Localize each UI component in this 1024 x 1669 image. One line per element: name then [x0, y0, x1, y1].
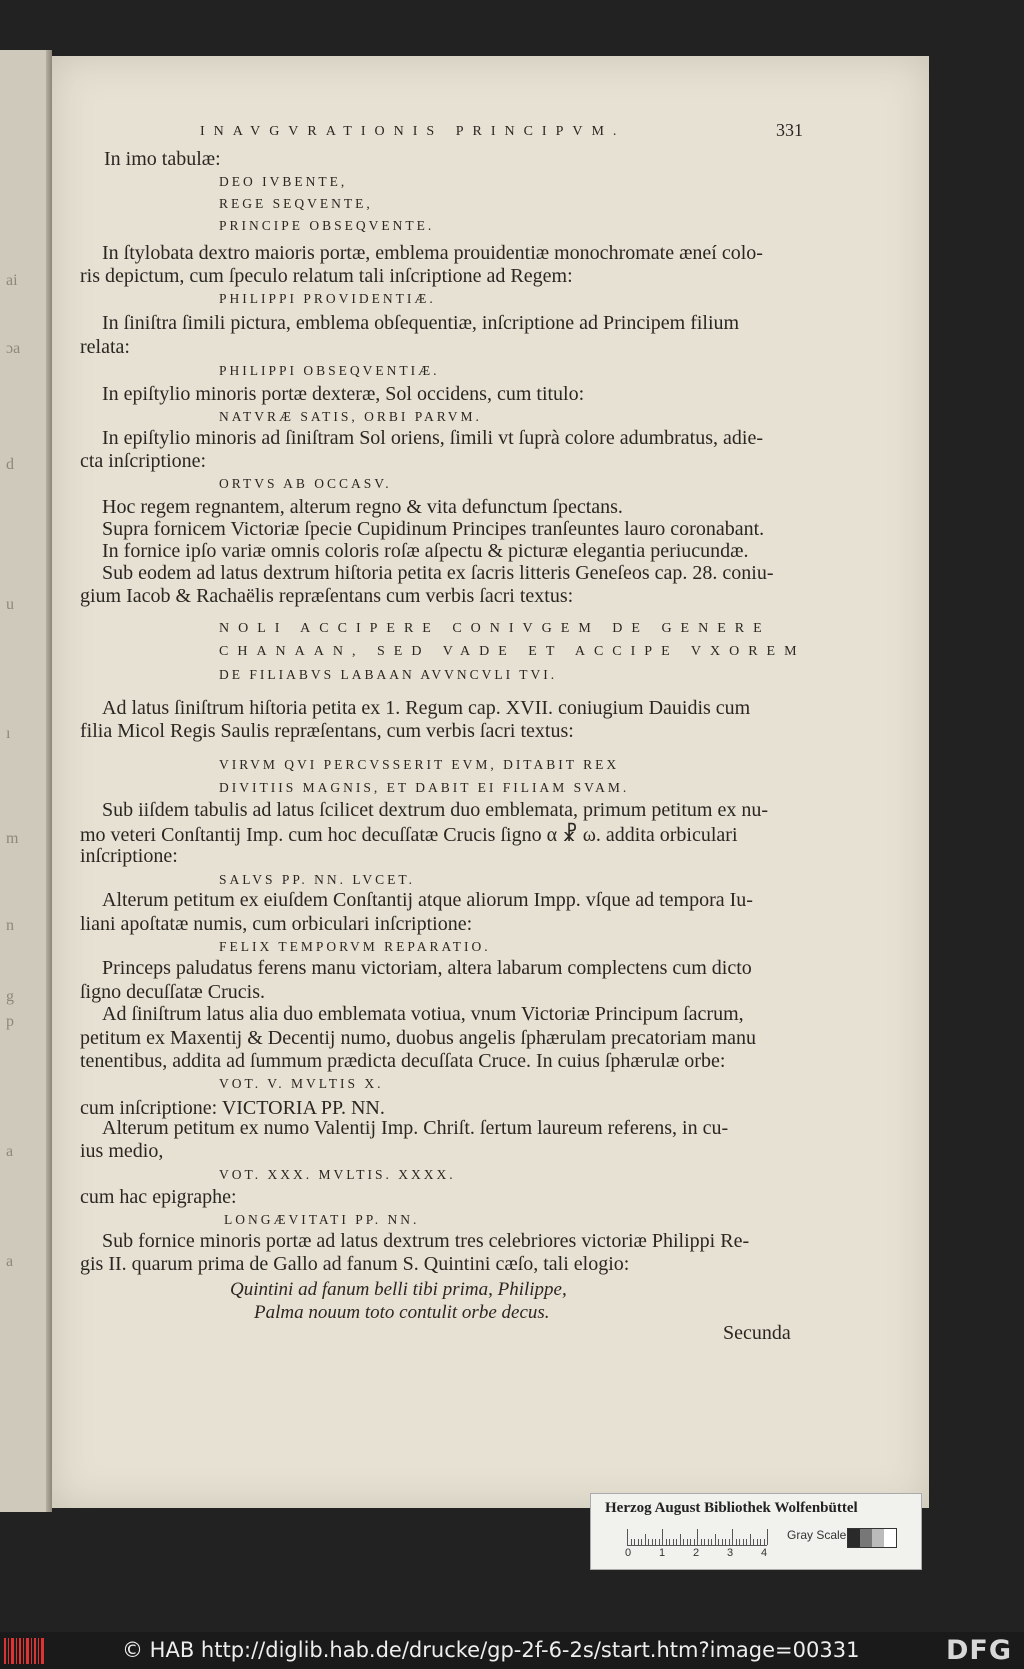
- ruler-tick: [729, 1539, 730, 1545]
- text-line: PRINCIPE OBSEQVENTE.: [219, 218, 435, 233]
- text-line: liani apoſtatæ numis, cum orbiculari inſcriptione:: [80, 913, 473, 935]
- ruler-tick: [757, 1539, 758, 1545]
- ruler-tick: [634, 1539, 635, 1545]
- text-line: cum inſcriptione: VICTORIA PP. NN.: [80, 1097, 385, 1119]
- ruler-tick: [662, 1529, 663, 1545]
- ruler-tick: [743, 1539, 744, 1545]
- text-line: gium Iacob & Rachaëlis repræſentans cum verbis ſacri textus:: [80, 585, 574, 607]
- page-number: 331: [776, 120, 803, 140]
- ruler-tick: [659, 1539, 660, 1545]
- text-line: Palma nouum toto contulit orbe decus.: [254, 1302, 550, 1323]
- ruler-tick: [652, 1539, 653, 1545]
- text-line: inſcriptione:: [80, 845, 178, 867]
- ruler-tick: [669, 1539, 670, 1545]
- text-line: cum hac epigraphe:: [80, 1186, 237, 1208]
- text-line: NATVRÆ SATIS, ORBI PARVM.: [219, 409, 482, 424]
- dfg-logo: DFG: [945, 1635, 1012, 1666]
- text-line: In ſtylobata dextro maioris portæ, emblema prouidentiæ monochromate æneí colo-: [102, 242, 763, 264]
- ruler-tick: [715, 1534, 716, 1545]
- text-line: VOT. XXX. MVLTIS. XXXX.: [219, 1167, 456, 1182]
- ruler-tick: [767, 1529, 768, 1545]
- text-line: VIRVM QVI PERCVSSERIT EVM, DITABIT REX: [219, 757, 620, 772]
- ruler-tick: [704, 1539, 705, 1545]
- text-line: Sub eodem ad latus dextrum hiſtoria petita ex ſacris litteris Geneſeos cap. 28. coniu-: [102, 562, 774, 584]
- text-line: Hoc regem regnantem, alterum regno & vita defunctum ſpectans.: [102, 496, 623, 518]
- text-line: cta inſcriptione:: [80, 450, 207, 472]
- ruler-tick: [648, 1539, 649, 1545]
- text-line: Alterum petitum ex numo Valentij Imp. Chriſt. ſertum laureum referens, in cu-: [102, 1117, 729, 1139]
- text-line: gis II. quarum prima de Gallo ad fanum S. Quintini cæſo, tali elogio:: [80, 1253, 630, 1275]
- text-line: SALVS PP. NN. LVCET.: [219, 872, 416, 887]
- text-line: DE FILIABVS LABAAN AVVNCVLI TVI.: [219, 667, 558, 682]
- text-line: FELIX TEMPORVM REPARATIO.: [219, 939, 491, 954]
- text-line: ſigno decuſſatæ Crucis.: [80, 981, 265, 1003]
- barcode-icon: [4, 1638, 46, 1664]
- text-line: tenentibus, addita ad ſummum prædicta decuſſata Cruce. In cuius ſphærulæ orbe:: [80, 1050, 726, 1072]
- ruler-tick: [753, 1539, 754, 1545]
- text-line: ius medio,: [80, 1140, 164, 1162]
- scale-number: 0: [625, 1547, 632, 1559]
- text-line: Supra fornicem Victoriæ ſpecie Cupidinum Principes tranſeuntes lauro coronabant.: [102, 518, 765, 540]
- text-line: In fornice ipſo variæ omnis coloris roſæ aſpectu & picturæ elegantia periucundæ.: [102, 540, 749, 562]
- ruler-tick: [666, 1539, 667, 1545]
- text-line: Sub fornice minoris portæ ad latus dextrum tres celebriores victoriæ Philippi Re-: [102, 1230, 750, 1252]
- ruler-tick: [676, 1539, 677, 1545]
- ruler-tick: [645, 1534, 646, 1545]
- ruler-tick: [746, 1539, 747, 1545]
- ruler-tick: [641, 1539, 642, 1545]
- text-line: VOT. V. MVLTIS X.: [219, 1076, 384, 1091]
- scale-ruler: [627, 1527, 767, 1546]
- text-line: Alterum petitum ex eiuſdem Conſtantij atque aliorum Impp. vſque ad tempora Iu-: [102, 889, 753, 911]
- gray-scale-label: Gray Scale: [787, 1528, 847, 1542]
- ruler-tick: [655, 1539, 656, 1545]
- text-line: DEO IVBENTE,: [219, 174, 348, 189]
- running-title: INAVGVRATIONIS PRINCIPVM.: [200, 124, 626, 139]
- ruler-tick: [718, 1539, 719, 1545]
- text-line: filia Micol Regis Saulis repræſentans, cum verbis ſacri textus:: [80, 720, 574, 742]
- ruler-tick: [750, 1534, 751, 1545]
- text-line: ris depictum, cum ſpeculo relatum tali inſcriptione ad Regem:: [80, 265, 573, 287]
- text-line: PHILIPPI OBSEQVENTIÆ.: [219, 363, 440, 378]
- library-title: Herzog August Bibliothek Wolfenbüttel: [605, 1500, 858, 1516]
- text-line: NOLI ACCIPERE CONIVGEM DE GENERE: [219, 621, 771, 636]
- ruler-tick: [638, 1539, 639, 1545]
- text-line: relata:: [80, 336, 130, 358]
- scale-number: 4: [761, 1547, 768, 1559]
- ruler-tick: [708, 1539, 709, 1545]
- ruler-tick: [687, 1539, 688, 1545]
- ruler-tick: [673, 1539, 674, 1545]
- scale-number: 1: [659, 1547, 666, 1559]
- text-line: In imo tabulæ:: [104, 148, 221, 170]
- text-line: DIVITIIS MAGNIS, ET DABIT EI FILIAM SVAM.: [219, 780, 630, 795]
- facing-page-edge: [0, 50, 52, 1512]
- ruler-tick: [701, 1539, 702, 1545]
- ruler-tick: [764, 1539, 765, 1545]
- ruler-tick: [683, 1539, 684, 1545]
- gray-scale-swatch: [847, 1528, 897, 1548]
- ruler-tick: [722, 1539, 723, 1545]
- text-line: petitum ex Maxentij & Decentij numo, duobus angelis ſphærulam precatoriam manu: [80, 1027, 756, 1049]
- ruler-tick: [694, 1539, 695, 1545]
- text-line: LONGÆVITATI PP. NN.: [224, 1212, 420, 1227]
- footer-bar: [0, 1632, 1024, 1669]
- ruler-tick: [690, 1539, 691, 1545]
- text-line: In epiſtylio minoris ad ſiniſtram Sol oriens, ſimili vt ſuprà colore adumbratus, adie-: [102, 427, 763, 449]
- ruler-tick: [627, 1529, 628, 1545]
- text-line: ORTVS AB OCCASV.: [219, 476, 392, 491]
- text-line: Ad latus ſiniſtrum hiſtoria petita ex 1. Regum cap. XVII. coniugium Dauidis cum: [102, 697, 751, 719]
- text-line: Ad ſiniſtrum latus alia duo emblemata votiua, vnum Victoriæ Principum ſacrum,: [102, 1003, 744, 1025]
- text-line: Sub iiſdem tabulis ad latus ſcilicet dextrum duo emblemata, primum petitum ex nu-: [102, 799, 768, 821]
- scale-number: 3: [727, 1547, 734, 1559]
- scale-number: 2: [693, 1547, 700, 1559]
- ruler-tick: [631, 1539, 632, 1545]
- ruler-tick: [725, 1539, 726, 1545]
- text-line: mo veteri Conſtantij Imp. cum hoc decuſſatæ Crucis ſigno α ☧ ω. addita orbiculari: [80, 824, 738, 846]
- ruler-tick: [697, 1529, 698, 1545]
- text-line: CHANAAN, SED VADE ET ACCIPE VXOREM: [219, 644, 806, 659]
- ruler-tick: [732, 1529, 733, 1545]
- ruler-tick: [680, 1534, 681, 1545]
- text-line: In ſiniſtra ſimili pictura, emblema obſequentiæ, inſcriptione ad Principem filium: [102, 312, 740, 334]
- text-line: PHILIPPI PROVIDENTIÆ.: [219, 291, 436, 306]
- library-label: [590, 1493, 922, 1570]
- ruler-tick: [760, 1539, 761, 1545]
- ruler-tick: [711, 1539, 712, 1545]
- text-line: Princeps paludatus ferens manu victoriam, altera labarum complectens cum dicto: [102, 957, 752, 979]
- ruler-tick: [736, 1539, 737, 1545]
- footer-credit-link[interactable]: © HAB http://diglib.hab.de/drucke/gp-2f-6-2s/start.htm?image=00331: [122, 1638, 860, 1662]
- text-line: REGE SEQVENTE,: [219, 196, 373, 211]
- ruler-tick: [739, 1539, 740, 1545]
- text-line: Quintini ad fanum belli tibi prima, Philippe,: [230, 1279, 567, 1300]
- text-line: Secunda: [723, 1322, 791, 1344]
- text-line: In epiſtylio minoris portæ dexteræ, Sol occidens, cum titulo:: [102, 383, 585, 405]
